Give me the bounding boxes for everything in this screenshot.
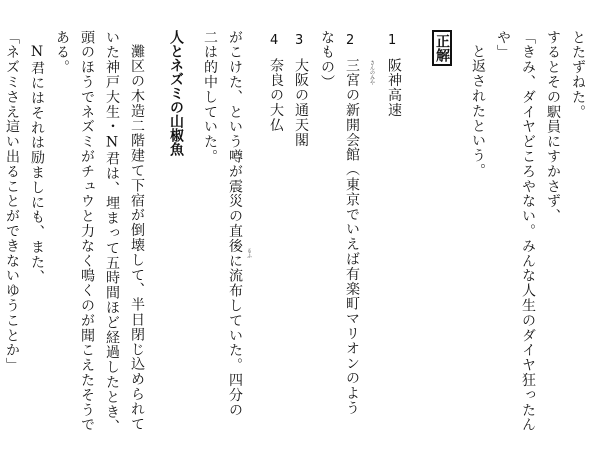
answer-number: 4 bbox=[270, 33, 279, 48]
answer-heading-box: 正解 bbox=[432, 30, 452, 66]
text-column: いた神戸大生・N君は、埋まって五時間ほど経過したとき、 bbox=[104, 30, 120, 435]
answer-heading bbox=[435, 30, 449, 66]
answer-item: 大阪の通天閣 bbox=[293, 58, 309, 148]
text-column: N君にはそれは励ましにも、また、 bbox=[29, 44, 45, 285]
ruby-annotation: るふ bbox=[246, 248, 252, 258]
text-column: や」 bbox=[495, 30, 511, 60]
text-column: とたずねた。 bbox=[570, 30, 586, 120]
text-column: 頭のほうでネズミがチュウと力なく鳴くのが聞こえたそうで bbox=[79, 30, 95, 433]
answer-item: 三宮の新開会館（東京でいえば有楽町マリオンのよう bbox=[344, 58, 360, 416]
answer-number: 2 bbox=[346, 33, 355, 48]
text-column: 二は的中していた。 bbox=[202, 30, 218, 165]
text-column: と返されたという。 bbox=[470, 44, 486, 179]
text-column: 灘区の木造二階建て下宿が倒壊して、半日閉じ込められて bbox=[129, 44, 145, 432]
section-heading: 人とネズミの山椒魚 bbox=[168, 30, 184, 156]
answer-item: 阪神高速 bbox=[386, 58, 402, 118]
ruby-annotation: さんのみや bbox=[369, 60, 375, 85]
answer-number: 1 bbox=[388, 33, 397, 48]
text-column: するとその駅員にすかさず、 bbox=[545, 30, 561, 224]
text-column: 「きみ、ダイヤどころやない。みんな人生のダイヤ狂ったん bbox=[520, 30, 536, 433]
text-column: 「ネズミさえ這い出ることができないゆうことか」 bbox=[4, 30, 20, 373]
answer-number: 3 bbox=[295, 33, 304, 48]
text-column: ある。 bbox=[54, 30, 70, 75]
answer-item: 奈良の大仏 bbox=[268, 58, 284, 133]
text-column: がこけた、という噂が震災の直後に流布していた。四分の bbox=[227, 30, 243, 418]
answer-item-continuation: なもの） bbox=[319, 30, 335, 90]
